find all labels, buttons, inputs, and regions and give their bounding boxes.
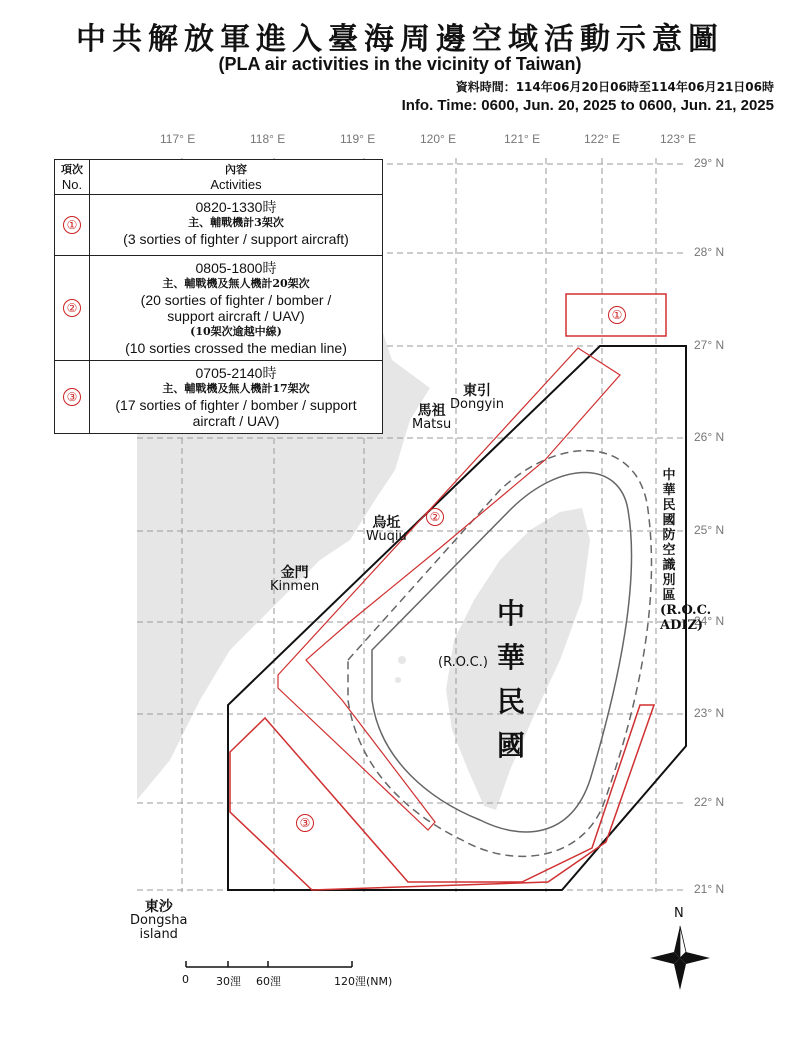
penghu-islet [395,677,401,683]
legend-desc-en: (3 sorties of fighter / support aircraft) [123,231,349,247]
lat-label: 26° N [694,430,725,444]
lat-label: 23° N [694,706,725,720]
zone-3-marker: ③ [63,388,81,406]
place-wuqiu [366,516,407,544]
zone-3-label: ③ [296,814,314,832]
scale-bar [186,961,352,967]
page-title-en: (PLA air activities in the vicinity of Taiwan) [218,54,582,74]
activity-legend [54,159,383,434]
legend-time: 0820-1330時 [195,199,277,215]
lat-label: 24° N [694,614,725,628]
lon-label: 123° E [660,132,697,146]
place-kinmen-en: Kinmen [270,579,320,594]
legend-median-zh: (10架次逾越中線) [190,325,282,338]
lon-label: 122° E [584,132,621,146]
legend-desc-en: aircraft / UAV) [192,413,280,429]
legend-desc-zh: 主、輔戰機計3架次 [188,216,284,229]
lat-label: 25° N [694,523,725,537]
page-title-zh: 中共解放軍進入臺海周邊空域活動示意圖 [76,22,724,57]
legend-desc-en: support aircraft / UAV) [167,308,305,324]
legend-desc-en: (17 sorties of fighter / bomber / support [115,397,357,413]
place-matsu [412,404,451,432]
penghu-islet [398,656,406,664]
zone-1-label: ① [608,306,626,324]
scale-label: 60浬 [256,975,281,988]
roc-char: 華 [496,641,525,674]
place-matsu-zh: 馬祖 [417,403,446,419]
legend-row-2 [55,255,382,360]
place-dongsha [130,900,187,942]
legend-desc-en: (20 sorties of fighter / bomber / [140,292,332,308]
info-time-en: Info. Time: 0600, Jun. 20, 2025 to 0600, Jun. 21, 2025 [401,97,774,114]
lon-label: 119° E [340,132,376,146]
adiz-label: 中華民國防空識別區(R.O.C. ADIZ) [660,468,712,633]
legend-median-en: (10 sorties crossed the median line) [125,340,347,356]
place-kinmen-zh: 金門 [280,565,309,581]
lon-label: 121° E [504,132,541,146]
lon-label: 117° E [160,132,196,146]
roc-char: 民 [496,685,525,718]
zone-2-marker: ② [63,299,81,317]
zone-2-label: ② [426,508,444,526]
scale-label: 30浬 [216,975,241,988]
legend-header-no-en: No. [61,177,83,192]
lat-label: 27° N [694,338,725,352]
place-dongyin-zh: 東引 [463,383,491,399]
zone-3-area [230,705,654,890]
legend-header [55,160,382,194]
lat-label: 22° N [694,795,725,809]
legend-row-1 [55,194,382,255]
place-dongsha-en: Dongsha [130,913,188,928]
compass-rose [650,926,710,990]
legend-header-act-zh: 內容 [225,163,247,176]
roc-label-zh [494,592,528,768]
place-matsu-en: Matsu [412,417,452,432]
place-wuqiu-zh: 烏坵 [372,515,401,531]
scale-label: 0 [182,973,189,986]
legend-desc-zh: 主、輔戰機及無人機計20架次 [162,277,310,290]
legend-time: 0705-2140時 [195,365,277,381]
legend-row-3 [55,360,382,433]
roc-label-en: (R.O.C.) [438,655,488,670]
lon-label: 118° E [250,132,286,146]
lat-label: 28° N [694,245,725,259]
place-kinmen [270,566,319,594]
lon-label: 120° E [420,132,457,146]
scale-label: 120浬(NM) [334,975,393,988]
legend-header-act-en: Activities [210,177,262,192]
place-wuqiu-en: Wuqiu [366,529,407,544]
roc-char: 中 [496,597,525,630]
info-time-zh: 資料時間：114年06月20日06時至114年06月21日06時 [455,80,774,94]
roc-char: 國 [496,729,525,762]
place-dongsha-en: island [139,927,178,942]
zone-1-marker: ① [63,216,81,234]
legend-header-no-zh: 項次 [61,163,83,176]
lat-label: 29° N [694,156,725,170]
place-dongyin-en: Dongyin [450,397,504,412]
legend-desc-zh: 主、輔戰機及無人機計17架次 [162,382,310,395]
legend-time: 0805-1800時 [195,260,277,276]
place-dongsha-zh: 東沙 [144,899,173,915]
place-dongyin [450,384,504,412]
lat-label: 21° N [694,882,725,896]
compass-north-label: N [674,906,684,921]
